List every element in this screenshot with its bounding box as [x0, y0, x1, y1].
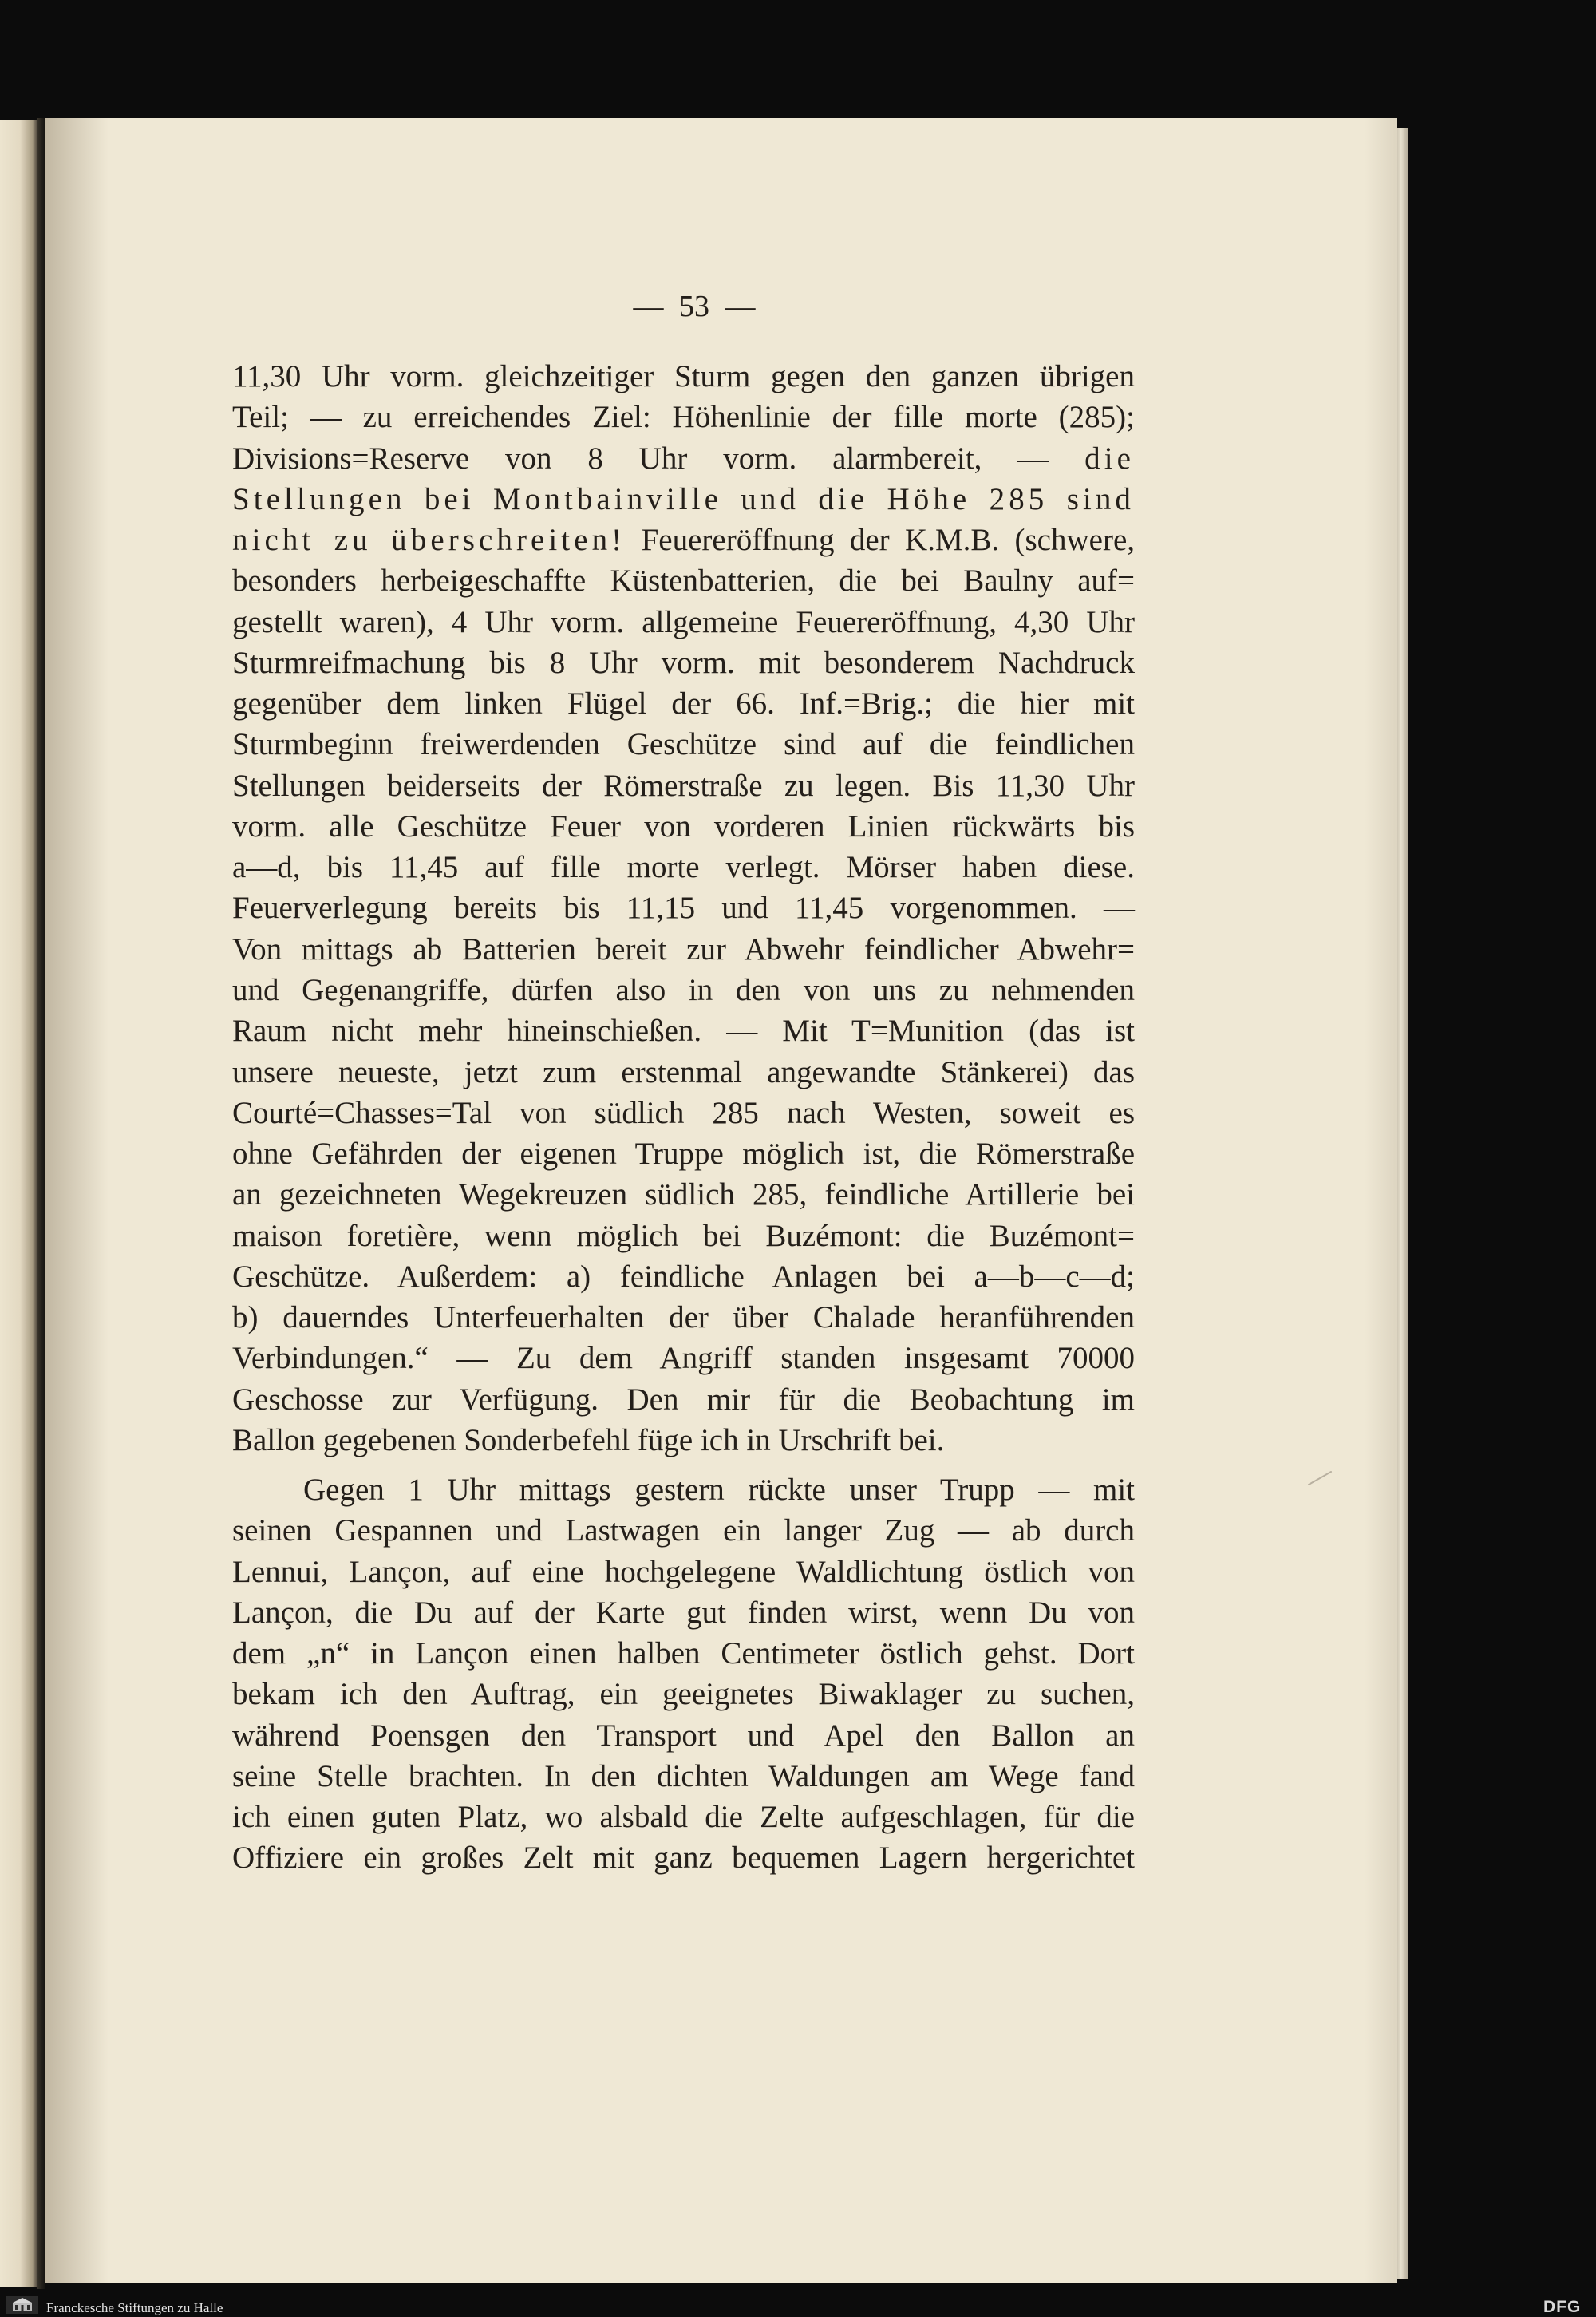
- paragraph-1: [232, 356, 1135, 1461]
- text-line: Lennui, Lançon, auf eine hochgelegene Waldlichtung östlich von: [232, 1554, 1135, 1589]
- book-page: [45, 118, 1396, 2283]
- text-segment: Divisions=Reserve von 8 Uhr vorm. alarmbereit, —: [232, 441, 1049, 476]
- binding-shadow: [45, 118, 109, 2283]
- text-line: [232, 520, 1135, 560]
- text-line: an gezeichneten Wegekreuzen südlich 285, feindliche Artillerie bei: [232, 1177, 1135, 1212]
- text-line: Raum nicht mehr hineinschießen. — Mit T=Munition (das ist: [232, 1014, 1135, 1049]
- emphasized-text: nicht zu überschreiten!: [232, 523, 626, 558]
- text-line: Sturmbeginn freiwerdenden Geschütze sind auf die feindlichen: [232, 727, 1135, 762]
- text-line: bekam ich den Auftrag, ein geeignetes Biwaklager zu suchen,: [232, 1677, 1135, 1712]
- page-number: — 53 —: [633, 290, 756, 323]
- text-line: Teil; — zu erreichendes Ziel: Höhenlinie der fille morte (285);: [232, 400, 1135, 435]
- text-line: maison foretière, wenn möglich bei Buzémont: die Buzémont=: [232, 1218, 1135, 1253]
- emphasized-text: Stellungen bei Montbainville und die Höhe 285 sind: [232, 481, 1135, 516]
- text-line: vorm. alle Geschütze Feuer von vorderen Linien rückwärts bis: [232, 809, 1135, 844]
- text-line: seine Stelle brachten. In den dichten Waldungen am Wege fand: [232, 1758, 1135, 1793]
- pencil-mark: [1306, 1467, 1337, 1491]
- text-line: Von mittags ab Batterien bereit zur Abwehr feindlicher Abwehr=: [232, 931, 1135, 967]
- text-line: gestellt waren), 4 Uhr vorm. allgemeine Feuereröffnung, 4,30 Uhr: [232, 604, 1135, 639]
- text-line: und Gegenangriffe, dürfen also in den von uns zu nehmenden: [232, 972, 1135, 1007]
- text-line: Gegen 1 Uhr mittags gestern rückte unser Trupp — mit: [303, 1473, 1135, 1507]
- text-line: ich einen guten Platz, wo alsbald die Zelte aufgeschlagen, für die: [232, 1800, 1135, 1835]
- text-line: Sturmreifmachung bis 8 Uhr vorm. mit besonderem Nachdruck: [232, 645, 1135, 680]
- footer-dfg-logo: DFG: [1543, 2298, 1582, 2316]
- text-line: 11,30 Uhr vorm. gleichzeitiger Sturm gegen den ganzen übrigen: [232, 359, 1135, 393]
- text-line: [232, 479, 1135, 520]
- book-gutter: [37, 118, 45, 2289]
- text-line: Lançon, die Du auf der Karte gut finden wirst, wenn Du von: [232, 1595, 1135, 1630]
- text-line: seinen Gespannen und Lastwagen ein langer Zug — ab durch: [232, 1513, 1135, 1548]
- page-stack-edge: [1396, 128, 1408, 2279]
- text-line: ohne Gefährden der eigenen Truppe möglich ist, die Römerstraße: [232, 1137, 1135, 1172]
- text-segment: Feuereröffnung der K.M.B. (schwere,: [641, 523, 1136, 558]
- text-line: a—d, bis 11,45 auf fille morte verlegt. Mörser haben diese.: [232, 850, 1135, 885]
- page-edge-shadow: [1365, 118, 1396, 2283]
- text-line: Geschosse zur Verfügung. Den mir für die Beobachtung im: [232, 1382, 1135, 1417]
- text-line: Geschütze. Außerdem: a) feindliche Anlagen bei a—b—c—d;: [232, 1259, 1135, 1294]
- franckesche-logo-icon: [5, 2294, 40, 2315]
- text-line: Verbindungen.“ — Zu dem Angriff standen insgesamt 70000: [232, 1341, 1135, 1376]
- text-line: besonders herbeigeschaffte Küstenbatterien, die bei Baulny auf=: [232, 563, 1135, 599]
- text-line: b) dauerndes Unterfeuerhalten der über Chalade heranführenden: [232, 1300, 1135, 1335]
- text-line: unsere neueste, jetzt zum erstenmal angewandte Stänkerei) das: [232, 1054, 1135, 1089]
- previous-page-edge: [0, 120, 37, 2287]
- footer-institution: Franckesche Stiftungen zu Halle: [46, 2300, 223, 2315]
- text-line: Ballon gegebenen Sonderbefehl füge ich in Urschrift bei.: [232, 1422, 945, 1457]
- text-line: Courté=Chasses=Tal von südlich 285 nach Westen, soweit es: [232, 1095, 1135, 1130]
- text-line: [232, 438, 1135, 479]
- text-line: Feuerverlegung bereits bis 11,15 und 11,45 vorgenommen. —: [232, 891, 1135, 926]
- emphasized-text: die: [1084, 441, 1135, 476]
- text-line: während Poensgen den Transport und Apel den Ballon an: [232, 1718, 1135, 1753]
- text-line: dem „n“ in Lançon einen halben Centimeter östlich gehst. Dort: [232, 1636, 1135, 1671]
- text-line: Stellungen beiderseits der Römerstraße zu legen. Bis 11,30 Uhr: [232, 768, 1135, 803]
- text-line: gegenüber dem linken Flügel der 66. Inf.=Brig.; die hier mit: [232, 686, 1135, 722]
- paragraph-2: [232, 1469, 1135, 1879]
- text-line: Offiziere ein großes Zelt mit ganz bequemen Lagern hergerichtet: [232, 1841, 1135, 1876]
